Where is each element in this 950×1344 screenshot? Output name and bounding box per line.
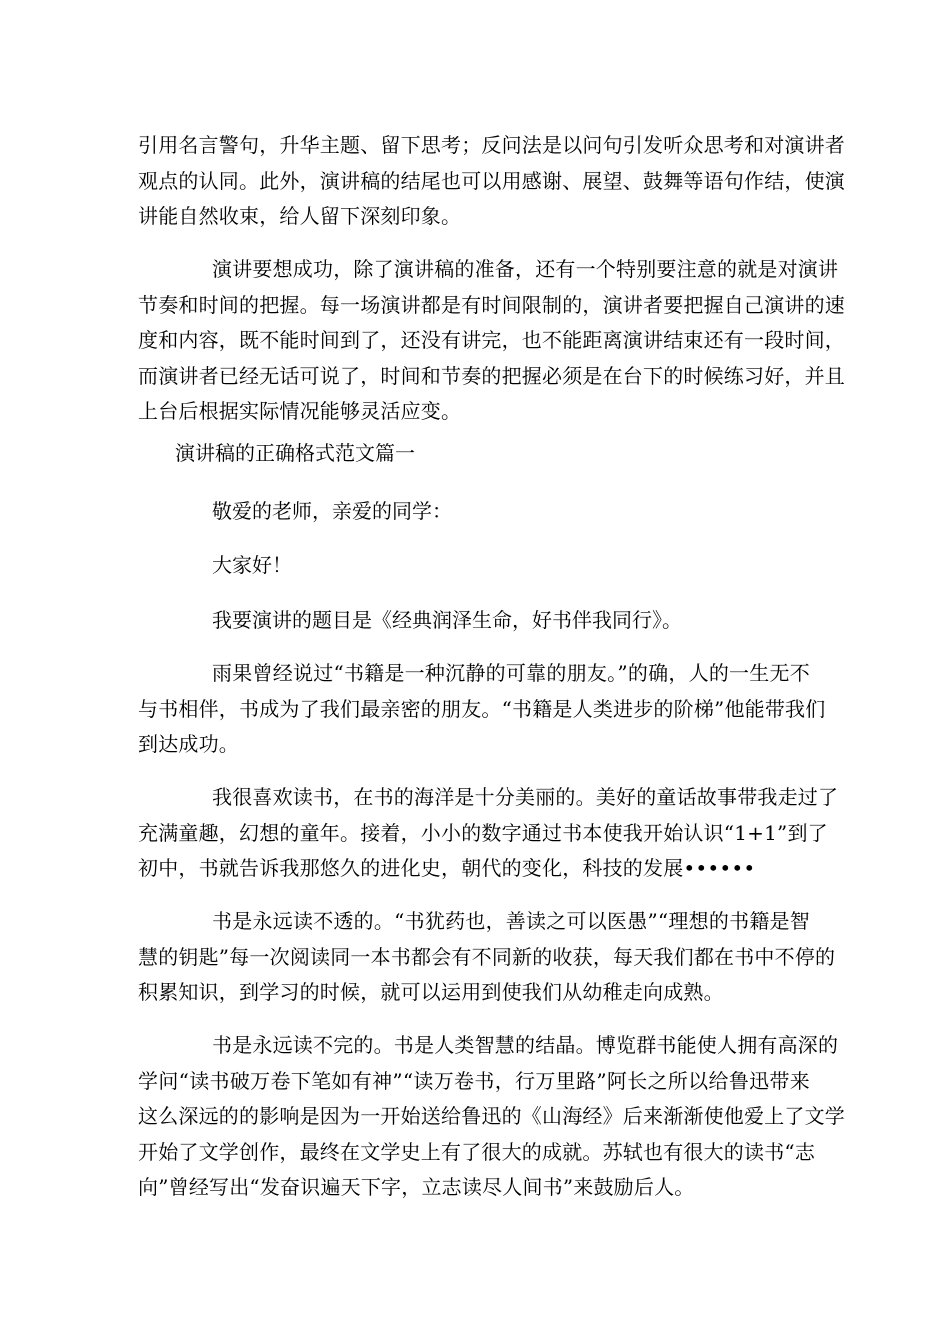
text-line: 到达成功。 [138,732,239,756]
text-line: 而演讲者已经无话可说了，时间和节奏的把握必须是在台下的时候练习好，并且 [138,363,845,388]
text-line: 这么深远的的影响是因为一开始送给鲁迅的《山海经》后来渐渐使他爱上了文学 [138,1104,845,1128]
text-line: 上台后根据实际情况能够灵活应变。 [138,399,462,423]
text-line: 向”曾经写出“发奋识遍天下字，立志读尽人间书”来鼓励后人。 [138,1175,695,1199]
text-line: 引用名言警句，升华主题、留下思考；反问法是以问句引发听众思考和对演讲者 [138,133,845,157]
speech-topic: 我要演讲的题目是《经典润泽生命，好书伴我同行》。 [212,608,682,632]
text-line: 学问“读书破万卷下笔如有神”“读万卷书，行万里路”阿长之所以给鲁迅带来 [138,1068,810,1093]
paragraph-conclusion-methods [138,128,845,235]
greeting: 大家好！ [212,553,292,577]
paragraph-never-fully-read [138,904,836,1011]
paragraph-love-reading [138,780,839,887]
text-line: 我很喜欢读书，在书的海洋是十分美丽的。美好的童话故事带我走过了 [212,785,839,809]
section-heading: 演讲稿的正确格式范文篇一 [175,441,415,465]
text-line: 雨果曾经说过“书籍是一种沉静的可靠的朋友。”的确，人的一生无不 [212,661,810,685]
text-line: 演讲要想成功，除了演讲稿的准备，还有一个特别要注意的就是对演讲 [212,257,839,281]
text-line: 书是永远读不透的。“书犹药也，善读之可以医愚”“理想的书籍是智 [212,909,810,933]
text-line: 与书相伴，书成为了我们最亲密的朋友。“书籍是人类进步的阶梯”他能带我们 [138,696,826,721]
text-line: 充满童趣，幻想的童年。接着，小小的数字通过书本使我开始认识“1+1”到了 [138,820,828,845]
salutation: 敬爱的老师，亲爱的同学： [212,499,452,523]
paragraph-timing [138,252,845,430]
text-line: 开始了文学创作，最终在文学史上有了很大的成就。苏轼也有很大的读书“志 [138,1139,816,1164]
paragraph-hugo-quote [138,656,826,763]
text-line: 慧的钥匙”每一次阅读同一本书都会有不同新的收获，每天我们都在书中不停的 [138,944,836,969]
paragraph-never-finished [138,1028,845,1206]
text-line: 书是永远读不完的。书是人类智慧的结晶。博览群书能使人拥有高深的 [212,1033,839,1057]
text-line: 积累知识，到学习的时候，就可以运用到使我们从幼稚走向成熟。 [138,980,724,1004]
text-line: 观点的认同。此外，演讲稿的结尾也可以用感谢、展望、鼓舞等语句作结，使演 [138,168,845,193]
text-line: 初中，书就告诉我那悠久的进化史，朝代的变化，科技的发展•••••• [138,856,756,880]
text-line: 度和内容，既不能时间到了，还没有讲完，也不能距离演讲结束还有一段时间， [138,328,845,352]
text-line: 讲能自然收束，给人留下深刻印象。 [138,204,462,228]
text-line: 节奏和时间的把握。每一场演讲都是有时间限制的，演讲者要把握自己演讲的速 [138,292,845,317]
